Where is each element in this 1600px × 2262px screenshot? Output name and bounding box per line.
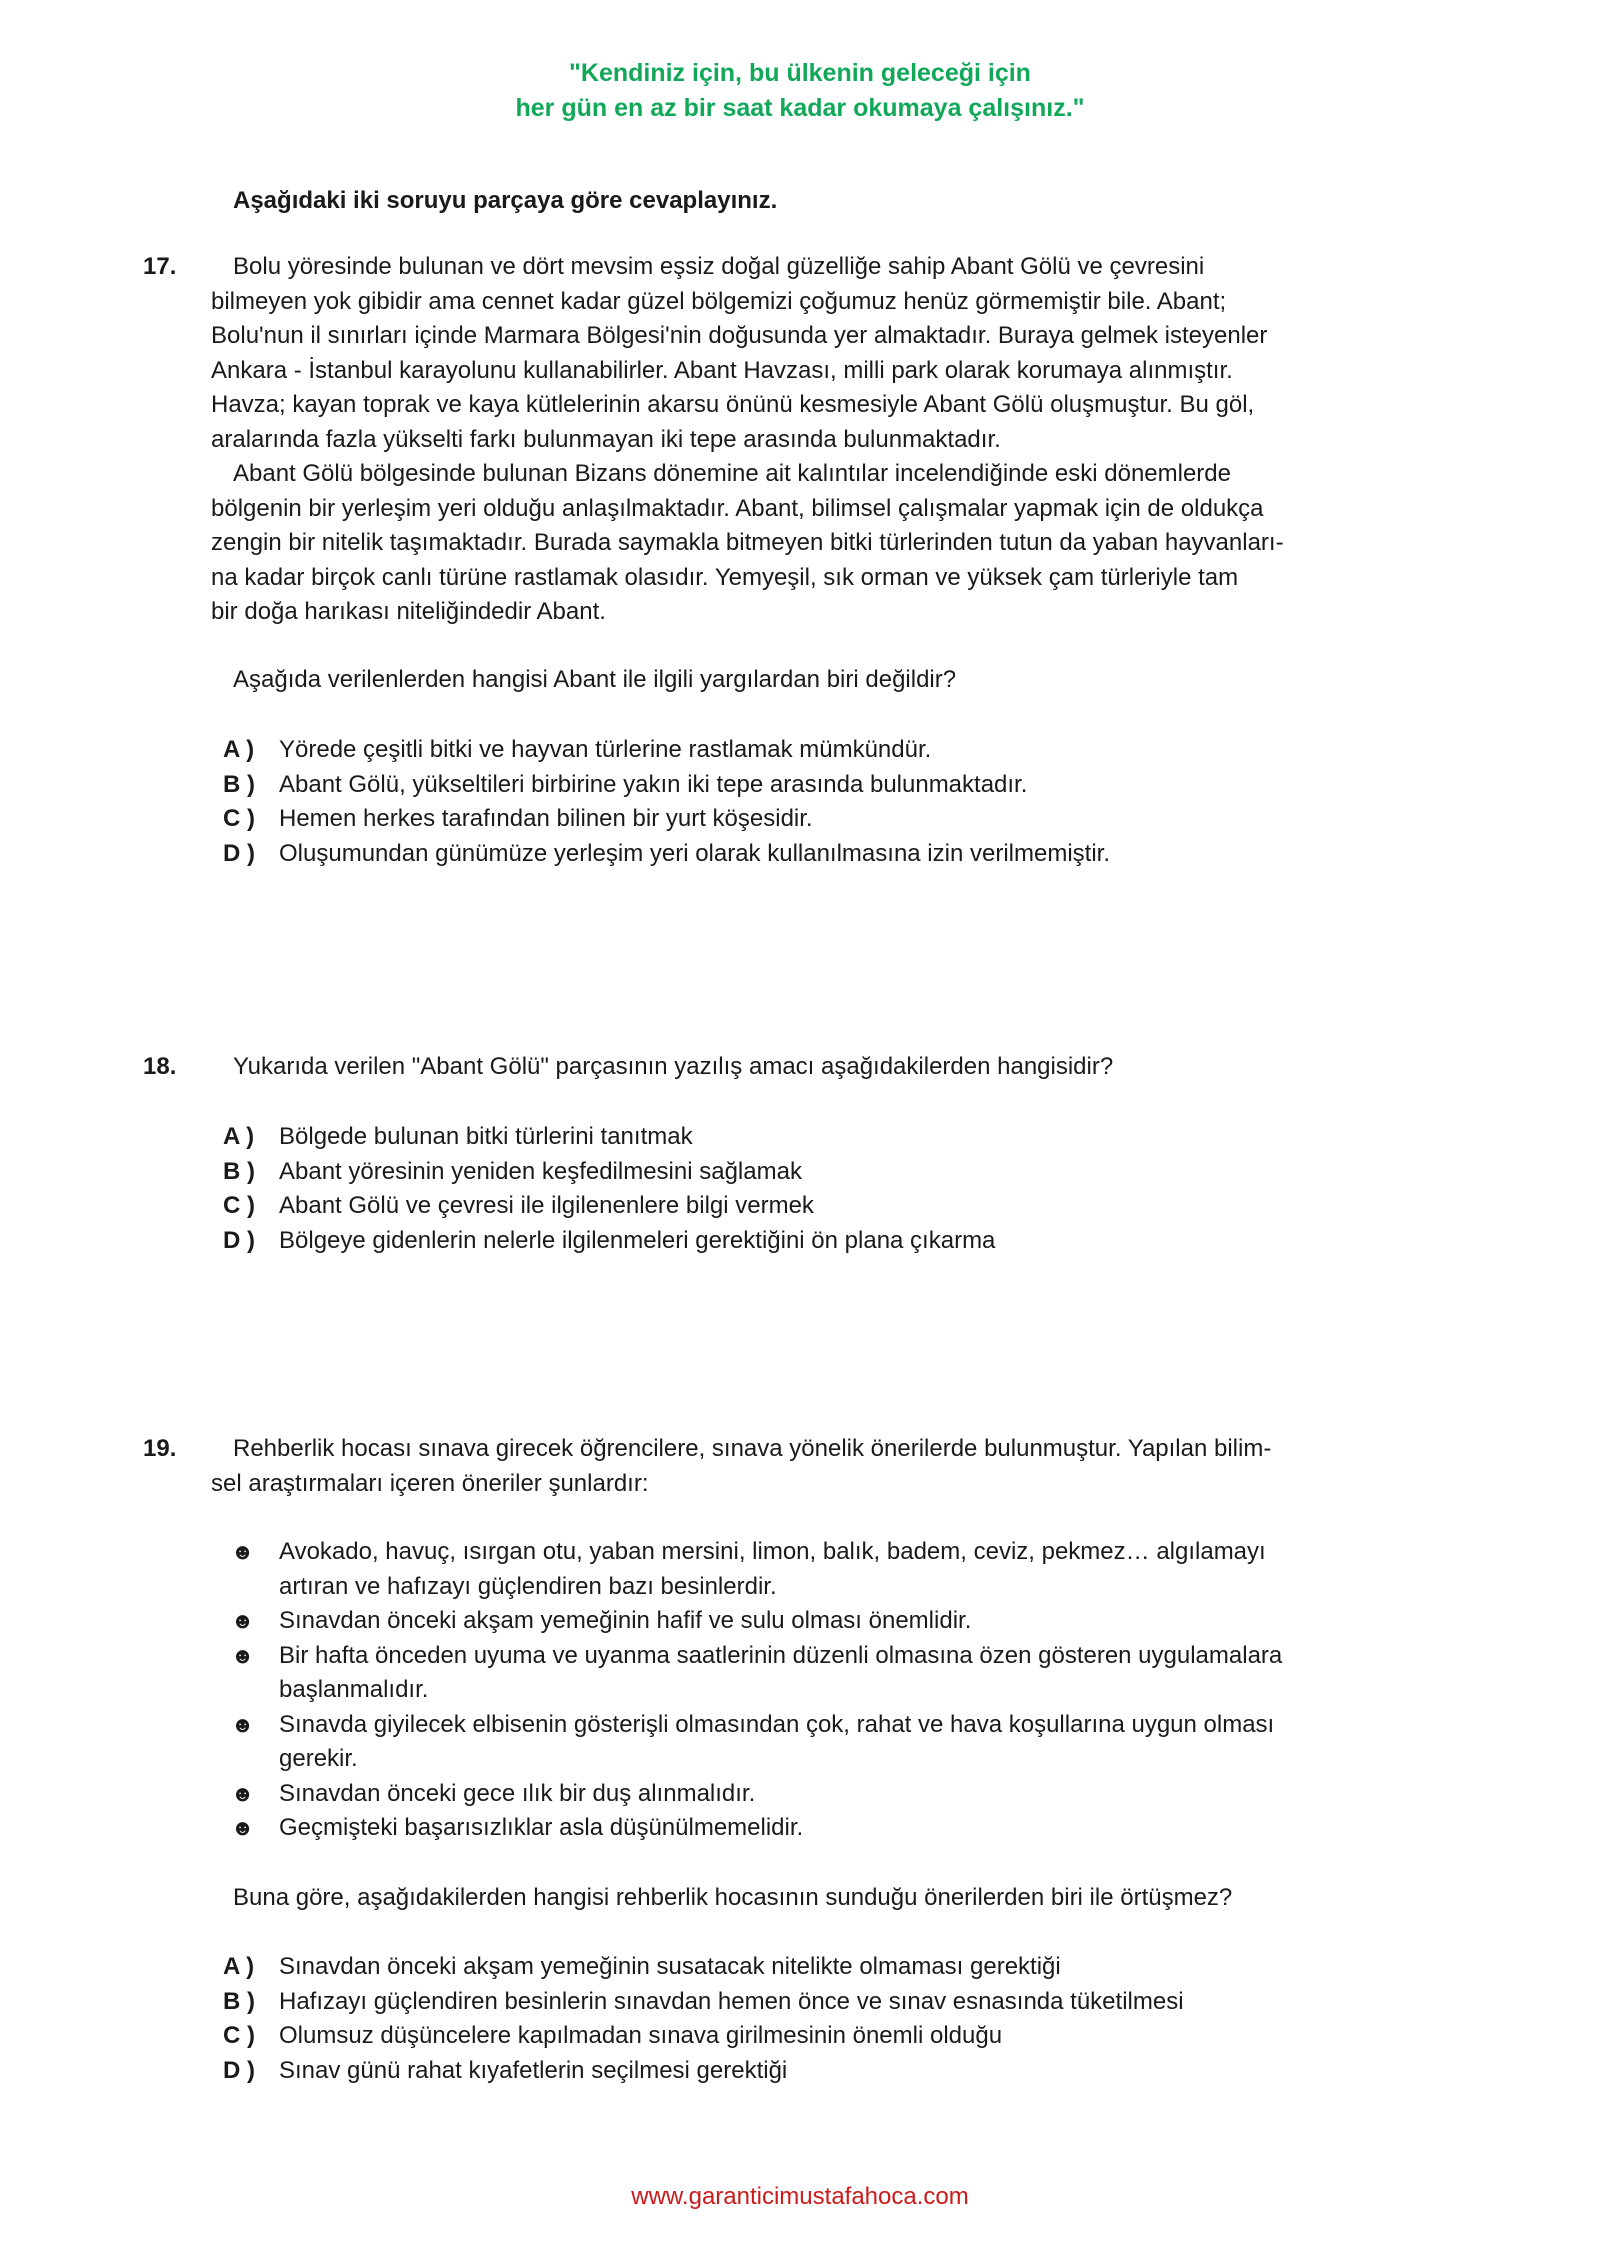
list-item-text [279,1639,1429,1708]
list-item-line: Sınavdan önceki gece ılık bir duş alınmalıdır. [279,1779,756,1807]
passage-abant [211,250,1426,630]
question-stem: Aşağıda verilenlerden hangisi Abant ile ilgili yargılardan biri değildir? [233,666,957,693]
motto-line-2: her gün en az bir saat kadar okumaya çalışınız." [515,94,1085,122]
option-letter: B ) [223,1157,255,1185]
passage-line: Abant Gölü bölgesinde bulunan Bizans dönemine ait kalıntılar incelendiğinde eski dönemlerde [233,460,1231,487]
instruction-text: Aşağıdaki iki soruyu parçaya göre cevaplayınız. [233,187,778,214]
smiley-bullet-icon: ☻ [231,1711,255,1737]
list-item-line: Bir hafta önceden uyuma ve uyanma saatlerinin düzenli olmasına özen gösteren uygulamalara [279,1641,1283,1669]
option-letter: A ) [223,1123,255,1150]
option-d[interactable] [0,2054,1600,2089]
smiley-bullet-icon: ☻ [231,1539,255,1564]
option-d[interactable] [0,837,1600,872]
option-letter: A ) [223,1953,255,1980]
list-item-line: Geçmişteki başarısızlıklar asla düşünülmemelidir. [279,1814,804,1841]
option-letter: C ) [223,805,255,832]
option-c[interactable] [0,802,1600,837]
smiley-bullet-icon: ☻ [231,1642,255,1668]
list-item-text [279,1811,1429,1846]
passage-line: Ankara - İstanbul karayolunu kullanabilirler. Abant Havzası, milli park olarak korumaya alınmıştır. [211,356,1233,384]
list-item [0,1535,1600,1604]
intro-line: sel araştırmaları içeren öneriler şunlardır: [211,1469,649,1497]
list-item-text [279,1708,1429,1777]
list-item-line: başlanmalıdır. [279,1676,429,1703]
option-text: Sınav günü rahat kıyafetlerin seçilmesi gerektiği [279,2056,788,2084]
list-item [0,1639,1600,1708]
question-number: 19. [143,1435,177,1462]
list-item [0,1604,1600,1639]
page-header-motto [0,56,1600,126]
list-item-text [279,1535,1429,1604]
option-text: Sınavdan önceki akşam yemeğinin susatacak nitelikte olmaması gerektiği [279,1953,1061,1980]
option-text: Hemen herkes tarafından bilinen bir yurt köşesidir. [279,805,813,832]
list-item-line: artıran ve hafızayı güçlendiren bazı besinlerdir. [279,1572,777,1600]
option-d[interactable] [0,1224,1600,1259]
passage-line: bölgenin bir yerleşim yeri olduğu anlaşılmaktadır. Abant, bilimsel çalışmalar yapmak için de oldukça [211,494,1264,522]
passage-line: bir doğa harıkası niteliğindedir Abant. [211,598,606,625]
option-b[interactable] [0,1155,1600,1190]
answer-options [0,1120,1600,1258]
smiley-bullet-icon: ☻ [231,1780,255,1806]
passage-line: Havza; kayan toprak ve kaya kütlelerinin akarsu önünü kesmesiyle Abant Gölü oluşmuştur. Bu göl, [211,391,1255,418]
option-letter: C ) [223,2022,255,2049]
list-item [0,1708,1600,1777]
option-text: Bölgede bulunan bitki türlerini tanıtmak [279,1123,693,1150]
option-a[interactable] [0,1120,1600,1155]
smiley-bullet-icon: ☻ [231,1608,255,1633]
option-text: Yörede çeşitli bitki ve hayvan türlerine rastlamak mümkündür. [279,736,932,763]
intro-paragraph [211,1432,1426,1501]
question-number: 17. [143,253,177,280]
option-text: Abant Gölü, yükseltileri birbirine yakın iki tepe arasında bulunmaktadır. [279,770,1028,798]
question-stem: Buna göre, aşağıdakilerden hangisi rehberlik hocasının sunduğu önerilerden biri ile örtüşmez? [233,1884,1233,1911]
list-item [0,1811,1600,1846]
option-letter: B ) [223,1987,255,2015]
option-a[interactable] [0,1950,1600,1985]
passage-paragraph-2 [211,457,1426,630]
question-intro [211,1432,1426,1501]
list-item [0,1777,1600,1812]
option-text: Bölgeye gidenlerin nelerle ilgilenmeleri gerektiğini ön plana çıkarma [279,1226,996,1254]
list-item-text [279,1604,1429,1639]
option-c[interactable] [0,1189,1600,1224]
list-item-text [279,1777,1429,1812]
option-b[interactable] [0,768,1600,803]
passage-line: Bolu'nun il sınırları içinde Marmara Bölgesi'nin doğusunda yer almaktadır. Buraya gelmek isteyenler [211,322,1268,349]
smiley-bullet-icon: ☻ [231,1815,255,1840]
passage-line: bilmeyen yok gibidir ama cennet kadar güzel bölgemizi çoğumuz henüz görmemiştir bile. Abant; [211,287,1227,315]
option-c[interactable] [0,2019,1600,2054]
recommendation-list [0,1535,1600,1846]
option-b[interactable] [0,1985,1600,2020]
passage-line: na kadar birçok canlı türüne rastlamak olasıdır. Yemyeşil, sık orman ve yüksek çam türleriyle tam [211,563,1239,591]
answer-options [0,733,1600,871]
footer-website-link[interactable]: www.garanticimustafahoca.com [631,2183,969,2210]
option-text: Abant yöresinin yeniden keşfedilmesini sağlamak [279,1157,802,1185]
intro-line: Rehberlik hocası sınava girecek öğrencilere, sınava yönelik önerilerde bulunmuştur. Yapılan bilim- [233,1435,1272,1462]
passage-line: aralarında fazla yükselti farkı bulunmayan iki tepe arasında bulunmaktadır. [211,425,1001,453]
option-text: Abant Gölü ve çevresi ile ilgilenenlere bilgi vermek [279,1192,814,1219]
question-stem: Yukarıda verilen "Abant Gölü" parçasının yazılış amacı aşağıdakilerden hangisidir? [233,1053,1114,1080]
passage-line: Bolu yöresinde bulunan ve dört mevsim eşsiz doğal güzelliğe sahip Abant Gölü ve çevresini [233,253,1205,280]
option-letter: D ) [223,1226,255,1254]
list-item-line: Sınavda giyilecek elbisenin gösterişli olmasından çok, rahat ve hava koşullarına uygun olması [279,1710,1275,1738]
list-item-line: gerekir. [279,1745,358,1772]
option-text: Oluşumundan günümüze yerleşim yeri olarak kullanılmasına izin verilmemiştir. [279,839,1110,867]
list-item-line: Sınavdan önceki akşam yemeğinin hafif ve sulu olması önemlidir. [279,1607,972,1634]
option-text: Hafızayı güçlendiren besinlerin sınavdan hemen önce ve sınav esnasında tüketilmesi [279,1987,1184,2015]
option-letter: A ) [223,736,255,763]
option-letter: B ) [223,770,255,798]
option-letter: D ) [223,839,255,867]
option-letter: D ) [223,2056,255,2084]
option-text: Olumsuz düşüncelere kapılmadan sınava girilmesinin önemli olduğu [279,2022,1003,2049]
list-item-line: Avokado, havuç, ısırgan otu, yaban mersini, limon, balık, badem, ceviz, pekmez… algılamayı [279,1538,1266,1565]
passage-paragraph-1 [211,250,1426,457]
motto-line-1: "Kendiniz için, bu ülkenin geleceği için [569,59,1031,87]
option-a[interactable] [0,733,1600,768]
question-number: 18. [143,1053,177,1080]
answer-options [0,1950,1600,2088]
passage-line: zengin bir nitelik taşımaktadır. Burada saymakla bitmeyen bitki türlerinden tutun da yaban hayvanları- [211,529,1284,556]
option-letter: C ) [223,1192,255,1219]
